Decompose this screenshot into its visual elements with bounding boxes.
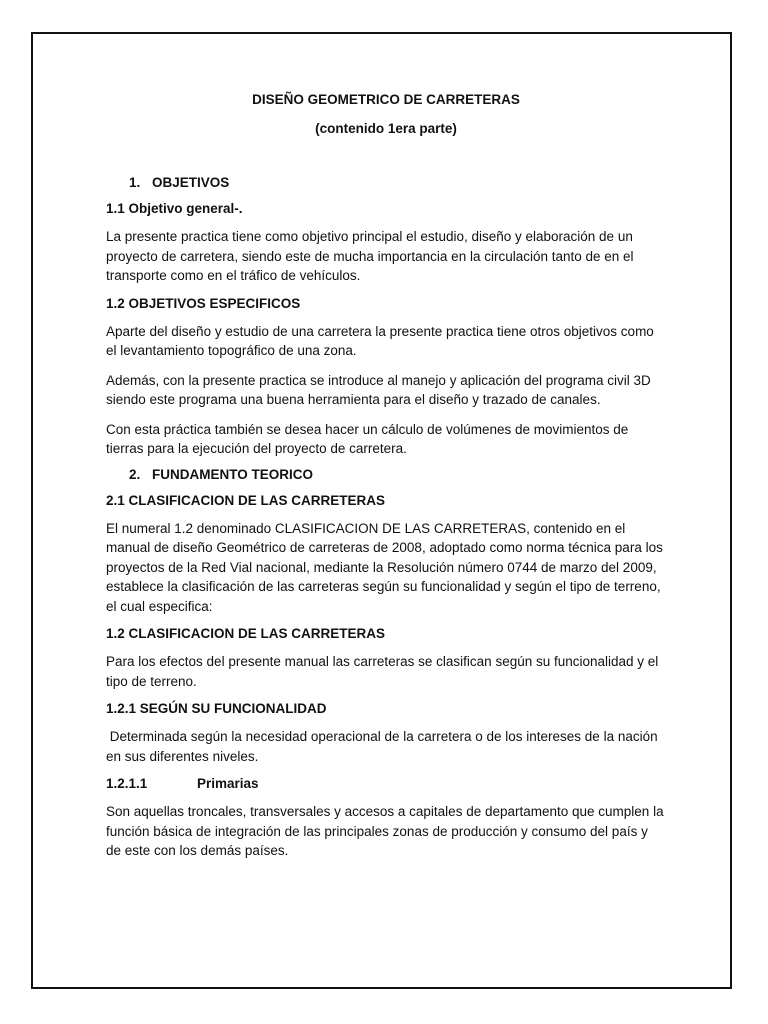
paragraph: Son aquellas troncales, transversales y accesos a capitales de departamento que cumplen la función básica de integración de las principales zonas de producción y consumo del país y de este con los demás países. xyxy=(106,804,664,858)
paragraph: Determinada según la necesidad operacional de la carretera o de los intereses de la nación en sus diferentes niveles. xyxy=(106,729,662,764)
paragraph: Para los efectos del presente manual las carreteras se clasifican según su funcionalidad y el tipo de terreno. xyxy=(106,654,659,689)
document-title: DISEÑO GEOMETRICO DE CARRETERAS xyxy=(252,92,520,107)
document-subtitle: (contenido 1era parte) xyxy=(315,121,457,136)
paragraph: La presente practica tiene como objetivo principal el estudio, diseño y elaboración de un proyecto de carretera, siendo este de mucha importancia en la circulación tanto de en el transporte como en el tráfico de vehículos. xyxy=(106,229,634,283)
heading-number: 1.2.1.1 xyxy=(106,776,148,791)
heading-clasificacion-carreteras-2: 1.2 CLASIFICACION DE LAS CARRETERAS xyxy=(106,626,386,641)
heading-objetivos xyxy=(106,175,666,191)
heading-objetivo-general: 1.1 Objetivo general-. xyxy=(106,201,243,216)
heading-text: Primarias xyxy=(197,776,259,791)
heading-primarias xyxy=(106,776,666,792)
heading-number: 1. xyxy=(129,175,141,190)
heading-text: FUNDAMENTO TEORICO xyxy=(152,466,313,482)
paragraph: Además, con la presente practica se introduce al manejo y aplicación del programa civil 3D siendo este programa una buena herramienta para el diseño y trazado de canales. xyxy=(106,372,651,407)
paragraph: Aparte del diseño y estudio de una carretera la presente practica tiene otros objetivos como el levantamiento topográfico de una zona. xyxy=(106,323,654,358)
heading-clasificacion-carreteras: 2.1 CLASIFICACION DE LAS CARRETERAS xyxy=(106,492,386,508)
heading-text: OBJETIVOS xyxy=(152,175,230,190)
paragraph: Con esta práctica también se desea hacer un cálculo de volúmenes de movimientos de tierras para la ejecución del proyecto de carretera. xyxy=(106,421,629,456)
heading-segun-funcionalidad: 1.2.1 SEGÚN SU FUNCIONALIDAD xyxy=(106,701,327,716)
heading-fundamento-teorico xyxy=(106,467,666,483)
heading-number: 2. xyxy=(129,466,141,482)
heading-objetivos-especificos: 1.2 OBJETIVOS ESPECIFICOS xyxy=(106,295,301,311)
document-body xyxy=(106,92,666,871)
paragraph: El numeral 1.2 denominado CLASIFICACION DE LAS CARRETERAS, contenido en el manual de diseño Geométrico de carreteras de 2008, adoptado como norma técnica para los proyectos de la Red Vial nacional, mediante la Resolución número 0744 de marzo del 2009, establece la clasificación de las carreteras según su funcionalidad y según el tipo de terreno, el cual especifica: xyxy=(106,520,663,614)
